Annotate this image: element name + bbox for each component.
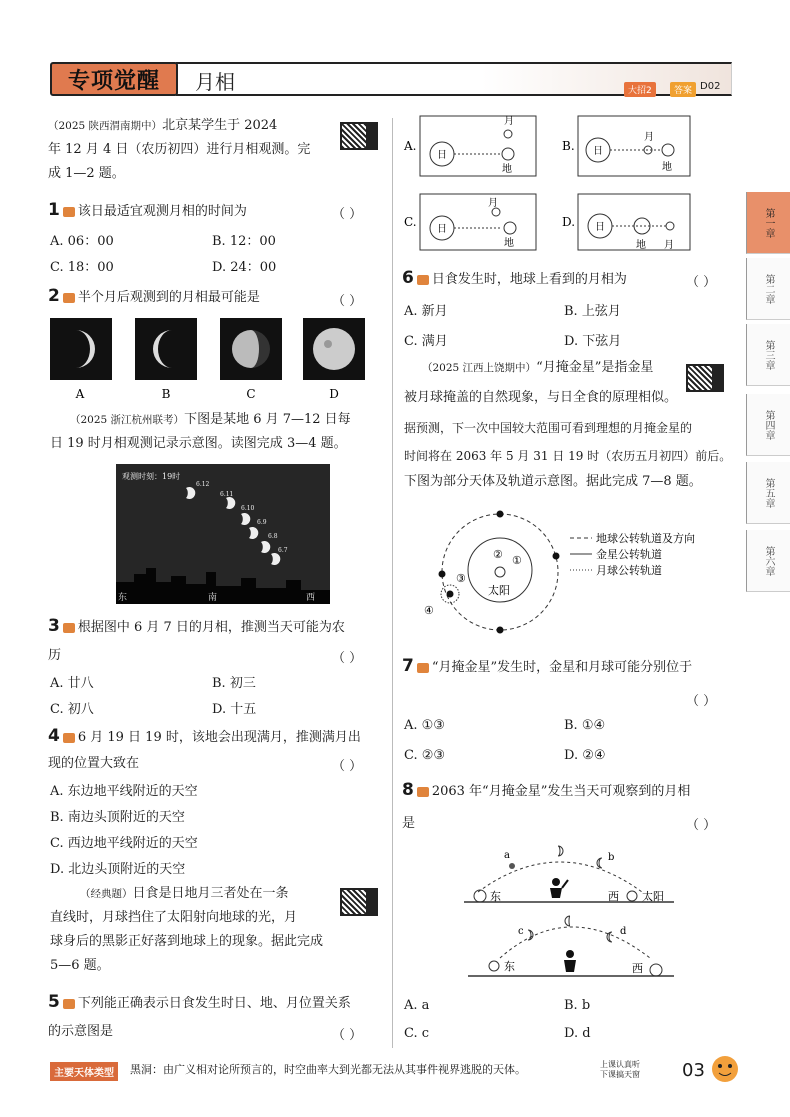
legend-earth: 地球公转轨道及方向 xyxy=(596,532,695,545)
intro-text: 成 1—2 题。 xyxy=(48,166,125,181)
photo-caption: 观测时刻：19时 xyxy=(122,472,181,481)
question-text: 该日最适宜观测月相的时间为 xyxy=(77,204,247,219)
question-number: 1 xyxy=(48,200,60,220)
option-a[interactable]: A. 廿八 xyxy=(50,676,94,691)
footer-note: 黑洞：由广义相对论所预言的，时空曲率大到光都无法从其事件视界逃脱的天体。 xyxy=(130,1063,526,1076)
moon-label: 月 xyxy=(488,198,498,209)
intro-text: 5—6 题。 xyxy=(50,958,110,973)
label-c: C xyxy=(246,387,256,401)
question-text: “月掩金星”发生时，金星和月球可能分别位于 xyxy=(431,660,693,675)
moon-top xyxy=(565,916,570,926)
sky-moon-diagram xyxy=(460,840,690,990)
date-label: 6.10 xyxy=(241,505,255,512)
direction-west: 西 xyxy=(306,593,316,603)
flag-icon xyxy=(417,275,429,285)
answer-blank[interactable]: （ ） xyxy=(686,694,717,709)
direction-east: 东 xyxy=(504,960,515,973)
intro-text: 被月球掩盖的自然现象，与日全食的原理相似。 xyxy=(404,390,678,405)
mascot-icon xyxy=(708,1052,742,1086)
sky-lower xyxy=(468,916,674,976)
flag-icon xyxy=(63,293,75,303)
qr-code[interactable] xyxy=(340,122,378,150)
answer-badge: 答案 xyxy=(670,82,696,97)
question-text: 的示意图是 xyxy=(48,1024,114,1039)
sun-icon xyxy=(627,891,637,901)
option-c[interactable]: C. 满月 xyxy=(404,334,448,349)
sun-icon xyxy=(495,567,505,577)
option-c[interactable]: C. ②③ xyxy=(404,748,446,763)
question-number: 3 xyxy=(48,616,60,636)
question-text: 根据图中 6 月 7 日的月相，推测当天可能为农 xyxy=(77,620,345,635)
earth-position xyxy=(497,511,504,518)
option-a[interactable]: A. 06：00 xyxy=(50,234,114,249)
section-title: 专项觉醒 xyxy=(50,62,178,96)
question-2 xyxy=(48,284,260,310)
option-a[interactable]: A. 东边地平线附近的天空 xyxy=(50,784,198,799)
question-7 xyxy=(402,654,692,680)
person-icon xyxy=(564,950,576,972)
date-label: 6.7 xyxy=(278,547,288,554)
answer-blank[interactable]: （ ） xyxy=(332,1028,363,1043)
question-text: 日食发生时，地球上看到的月相为 xyxy=(431,272,627,287)
option-label: A. xyxy=(404,139,417,153)
flag-icon xyxy=(417,787,429,797)
option-d[interactable]: D. ②④ xyxy=(564,748,606,763)
sun-label: 太阳 xyxy=(642,890,664,903)
moon-at-east xyxy=(474,890,486,902)
option-b[interactable]: B. ①④ xyxy=(564,718,606,733)
moon-option-a[interactable] xyxy=(50,318,112,380)
option-d[interactable]: D. d xyxy=(564,1026,591,1041)
slogan-line: 上课认真听 xyxy=(600,1060,640,1069)
sun-label: 日 xyxy=(595,222,605,233)
option-d[interactable]: D. 十五 xyxy=(212,702,257,717)
tag-badge: 大招2 xyxy=(624,82,656,97)
moon-label: 月 xyxy=(644,132,654,143)
earth-position xyxy=(447,591,454,598)
moon-option-b[interactable] xyxy=(135,318,197,380)
question-1 xyxy=(48,198,247,224)
legend-moon: 月球公转轨道 xyxy=(596,564,662,577)
option-label: D. xyxy=(562,215,576,229)
sidebar-tab-chapter2[interactable]: 第二章 xyxy=(746,258,790,320)
intro-text: 直线时，月球挡住了太阳射向地球的光，月 xyxy=(50,910,298,925)
intro-text: 年 12 月 4 日（农历初四）进行月相观测。完 xyxy=(48,142,311,157)
moon-b[interactable] xyxy=(597,858,602,868)
label-c: c xyxy=(518,926,524,937)
answer-blank[interactable]: （ ） xyxy=(686,818,717,833)
earth-label: 地 xyxy=(502,164,512,175)
answer-blank[interactable]: （ ） xyxy=(332,651,363,666)
eclipse-diagram-options xyxy=(400,110,740,258)
answer-blank[interactable]: （ ） xyxy=(686,275,717,290)
sidebar-tab-chapter1[interactable]: 第一章 xyxy=(746,192,790,254)
moon-top xyxy=(558,846,563,856)
position-1: ① xyxy=(512,554,522,567)
moon-phase-options xyxy=(50,316,370,402)
sun-icon xyxy=(489,961,499,971)
intro-text: 下图为部分天体及轨道示意图。据此完成 7—8 题。 xyxy=(404,474,702,489)
intro-text: 北京某学生于 2024 xyxy=(162,118,278,133)
intro-text: 日食是日地月三者处在一条 xyxy=(132,886,289,901)
option-d[interactable]: D. 下弦月 xyxy=(564,334,622,349)
option-label: B. xyxy=(562,139,575,153)
intro-text: 日 19 时月相观测记录示意图。读图完成 3—4 题。 xyxy=(50,436,347,451)
direction-east: 东 xyxy=(490,890,501,903)
flag-icon xyxy=(63,207,75,217)
flag-icon xyxy=(417,663,429,673)
sidebar-tab-chapter4[interactable]: 第四章 xyxy=(746,394,790,456)
sun-label: 太阳 xyxy=(488,584,510,597)
page-code: D02 xyxy=(700,81,721,92)
earth-label: 地 xyxy=(504,238,514,249)
answer-blank[interactable]: （ ） xyxy=(332,759,363,774)
date-label: 6.9 xyxy=(257,519,267,526)
page-number: 03 xyxy=(682,1060,705,1081)
qr-code-image xyxy=(340,888,368,916)
question-number: 8 xyxy=(402,780,414,800)
sidebar-tab-chapter3[interactable]: 第三章 xyxy=(746,324,790,386)
question-number: 7 xyxy=(402,656,414,676)
flag-icon xyxy=(63,623,75,633)
intro-2 xyxy=(50,408,380,456)
option-d[interactable]: D. 24：00 xyxy=(212,260,277,275)
label-a: A xyxy=(75,387,85,401)
question-text: 下列能正确表示日食发生时日、地、月位置关系 xyxy=(77,996,351,1011)
source-note: （2025 陕西渭南期中） xyxy=(48,120,163,132)
moon-option-c[interactable] xyxy=(220,318,282,380)
question-number: 5 xyxy=(48,992,60,1012)
option-b[interactable]: B. b xyxy=(564,998,591,1013)
position-4: ④ xyxy=(424,604,434,617)
option-b[interactable]: B. 上弦月 xyxy=(564,304,621,319)
question-text: 2063 年“月掩金星”发生当天可观察到的月相 xyxy=(431,784,691,799)
sidebar-tab-chapter5[interactable]: 第五章 xyxy=(746,462,790,524)
moon-c[interactable] xyxy=(528,930,533,940)
question-number: 2 xyxy=(48,286,60,306)
intro-1 xyxy=(48,114,338,186)
option-a[interactable]: A. 新月 xyxy=(404,304,448,319)
sun-label: 日 xyxy=(437,224,447,235)
moon-label: 月 xyxy=(504,116,514,127)
legend-venus: 金星公转轨道 xyxy=(596,548,662,561)
moon-label: 月 xyxy=(664,240,674,251)
moon-option-d[interactable] xyxy=(303,318,365,380)
earth-position xyxy=(553,553,560,560)
section-subtitle: 月相 xyxy=(195,70,235,94)
flag-icon xyxy=(63,999,75,1009)
option-label: C. xyxy=(404,215,417,229)
direction-west: 西 xyxy=(632,962,643,975)
position-3: ③ xyxy=(456,572,466,585)
diagram-option-a[interactable] xyxy=(403,115,536,176)
option-a[interactable]: A. a xyxy=(404,998,430,1013)
direction-south: 南 xyxy=(208,593,218,603)
orbit-diagram xyxy=(420,508,730,636)
intro-3 xyxy=(50,882,340,978)
diagram-option-c[interactable] xyxy=(404,194,536,250)
option-d[interactable]: D. 北边头顶附近的天空 xyxy=(50,862,186,877)
qr-code[interactable] xyxy=(686,364,724,392)
option-b[interactable]: B. 初三 xyxy=(212,676,256,691)
qr-label xyxy=(368,888,378,916)
person-icon xyxy=(550,878,568,898)
label-a: a xyxy=(504,850,510,861)
option-c[interactable]: C. c xyxy=(404,1026,430,1041)
diagram-option-b[interactable] xyxy=(562,116,690,176)
answer-blank[interactable]: （ ） xyxy=(332,294,363,309)
option-c[interactable]: C. 初八 xyxy=(50,702,94,717)
qr-label xyxy=(714,364,724,392)
source-note: （2025 江西上饶期中） xyxy=(422,362,537,374)
date-label: 6.12 xyxy=(196,481,210,488)
intro-text: 球身后的黑影正好落到地球上的现象。据此完成 xyxy=(50,934,324,949)
qr-code[interactable] xyxy=(340,888,378,916)
label-b: B xyxy=(161,387,171,401)
option-c[interactable]: C. 西边地平线附近的天空 xyxy=(50,836,198,851)
question-text: 半个月后观测到的月相最可能是 xyxy=(77,290,260,305)
earth-position xyxy=(439,571,446,578)
direction-east: 东 xyxy=(118,593,128,603)
label-d: d xyxy=(620,926,627,937)
label-b: b xyxy=(608,852,615,863)
flag-icon xyxy=(63,733,75,743)
qr-label xyxy=(368,122,378,150)
option-b[interactable]: B. 南边头顶附近的天空 xyxy=(50,810,185,825)
intro-text: 下图是某地 6 月 7—12 日每 xyxy=(184,412,351,427)
sky-upper xyxy=(464,846,674,903)
moon-a[interactable] xyxy=(509,863,515,869)
option-b[interactable]: B. 12：00 xyxy=(212,234,276,249)
footer-tag: 主要天体类型 xyxy=(50,1062,118,1081)
earth-label: 地 xyxy=(636,240,646,251)
moon-observation-photo xyxy=(116,464,330,604)
footer-slogan xyxy=(600,1060,640,1080)
label-d: D xyxy=(329,387,339,401)
direction-west: 西 xyxy=(608,890,619,903)
source-note: （2025 浙江杭州联考） xyxy=(70,414,185,426)
question-text: 6 月 19 日 19 时，该地会出现满月，推测满月出 xyxy=(77,730,361,745)
intro-text: 据预测，下一次中国较大范围可看到理想的月掩金星的 xyxy=(404,421,693,435)
earth-position xyxy=(497,627,504,634)
position-2: ② xyxy=(493,548,503,561)
question-text: 是 xyxy=(402,816,416,831)
question-number: 4 xyxy=(48,726,60,746)
qr-code-image xyxy=(686,364,714,392)
moon-at-west xyxy=(650,964,662,976)
date-label: 6.11 xyxy=(220,491,234,498)
diagram-option-d[interactable] xyxy=(562,194,690,251)
question-number: 6 xyxy=(402,268,414,288)
slogan-line: 下课搞天窗 xyxy=(600,1070,640,1079)
sun-label: 日 xyxy=(437,150,447,161)
intro-text: “月掩金星”是指金星 xyxy=(536,360,654,375)
qr-code-image xyxy=(340,122,368,150)
option-c[interactable]: C. 18：00 xyxy=(50,260,114,275)
question-text: 现的位置大致在 xyxy=(48,756,140,771)
source-note: （经典题） xyxy=(80,888,133,900)
question-text: 历 xyxy=(48,648,62,663)
option-a[interactable]: A. ①③ xyxy=(404,718,445,733)
sidebar-tab-chapter6[interactable]: 第六章 xyxy=(746,530,790,592)
sun-label: 日 xyxy=(593,146,603,157)
question-6 xyxy=(402,266,627,292)
intro-text: 时间将在 2063 年 5 月 31 日 19 时（农历五月初四）前后。 xyxy=(404,449,732,463)
answer-blank[interactable]: （ ） xyxy=(332,207,363,222)
earth-label: 地 xyxy=(662,162,672,173)
column-divider xyxy=(392,118,393,1048)
date-label: 6.8 xyxy=(268,533,278,540)
